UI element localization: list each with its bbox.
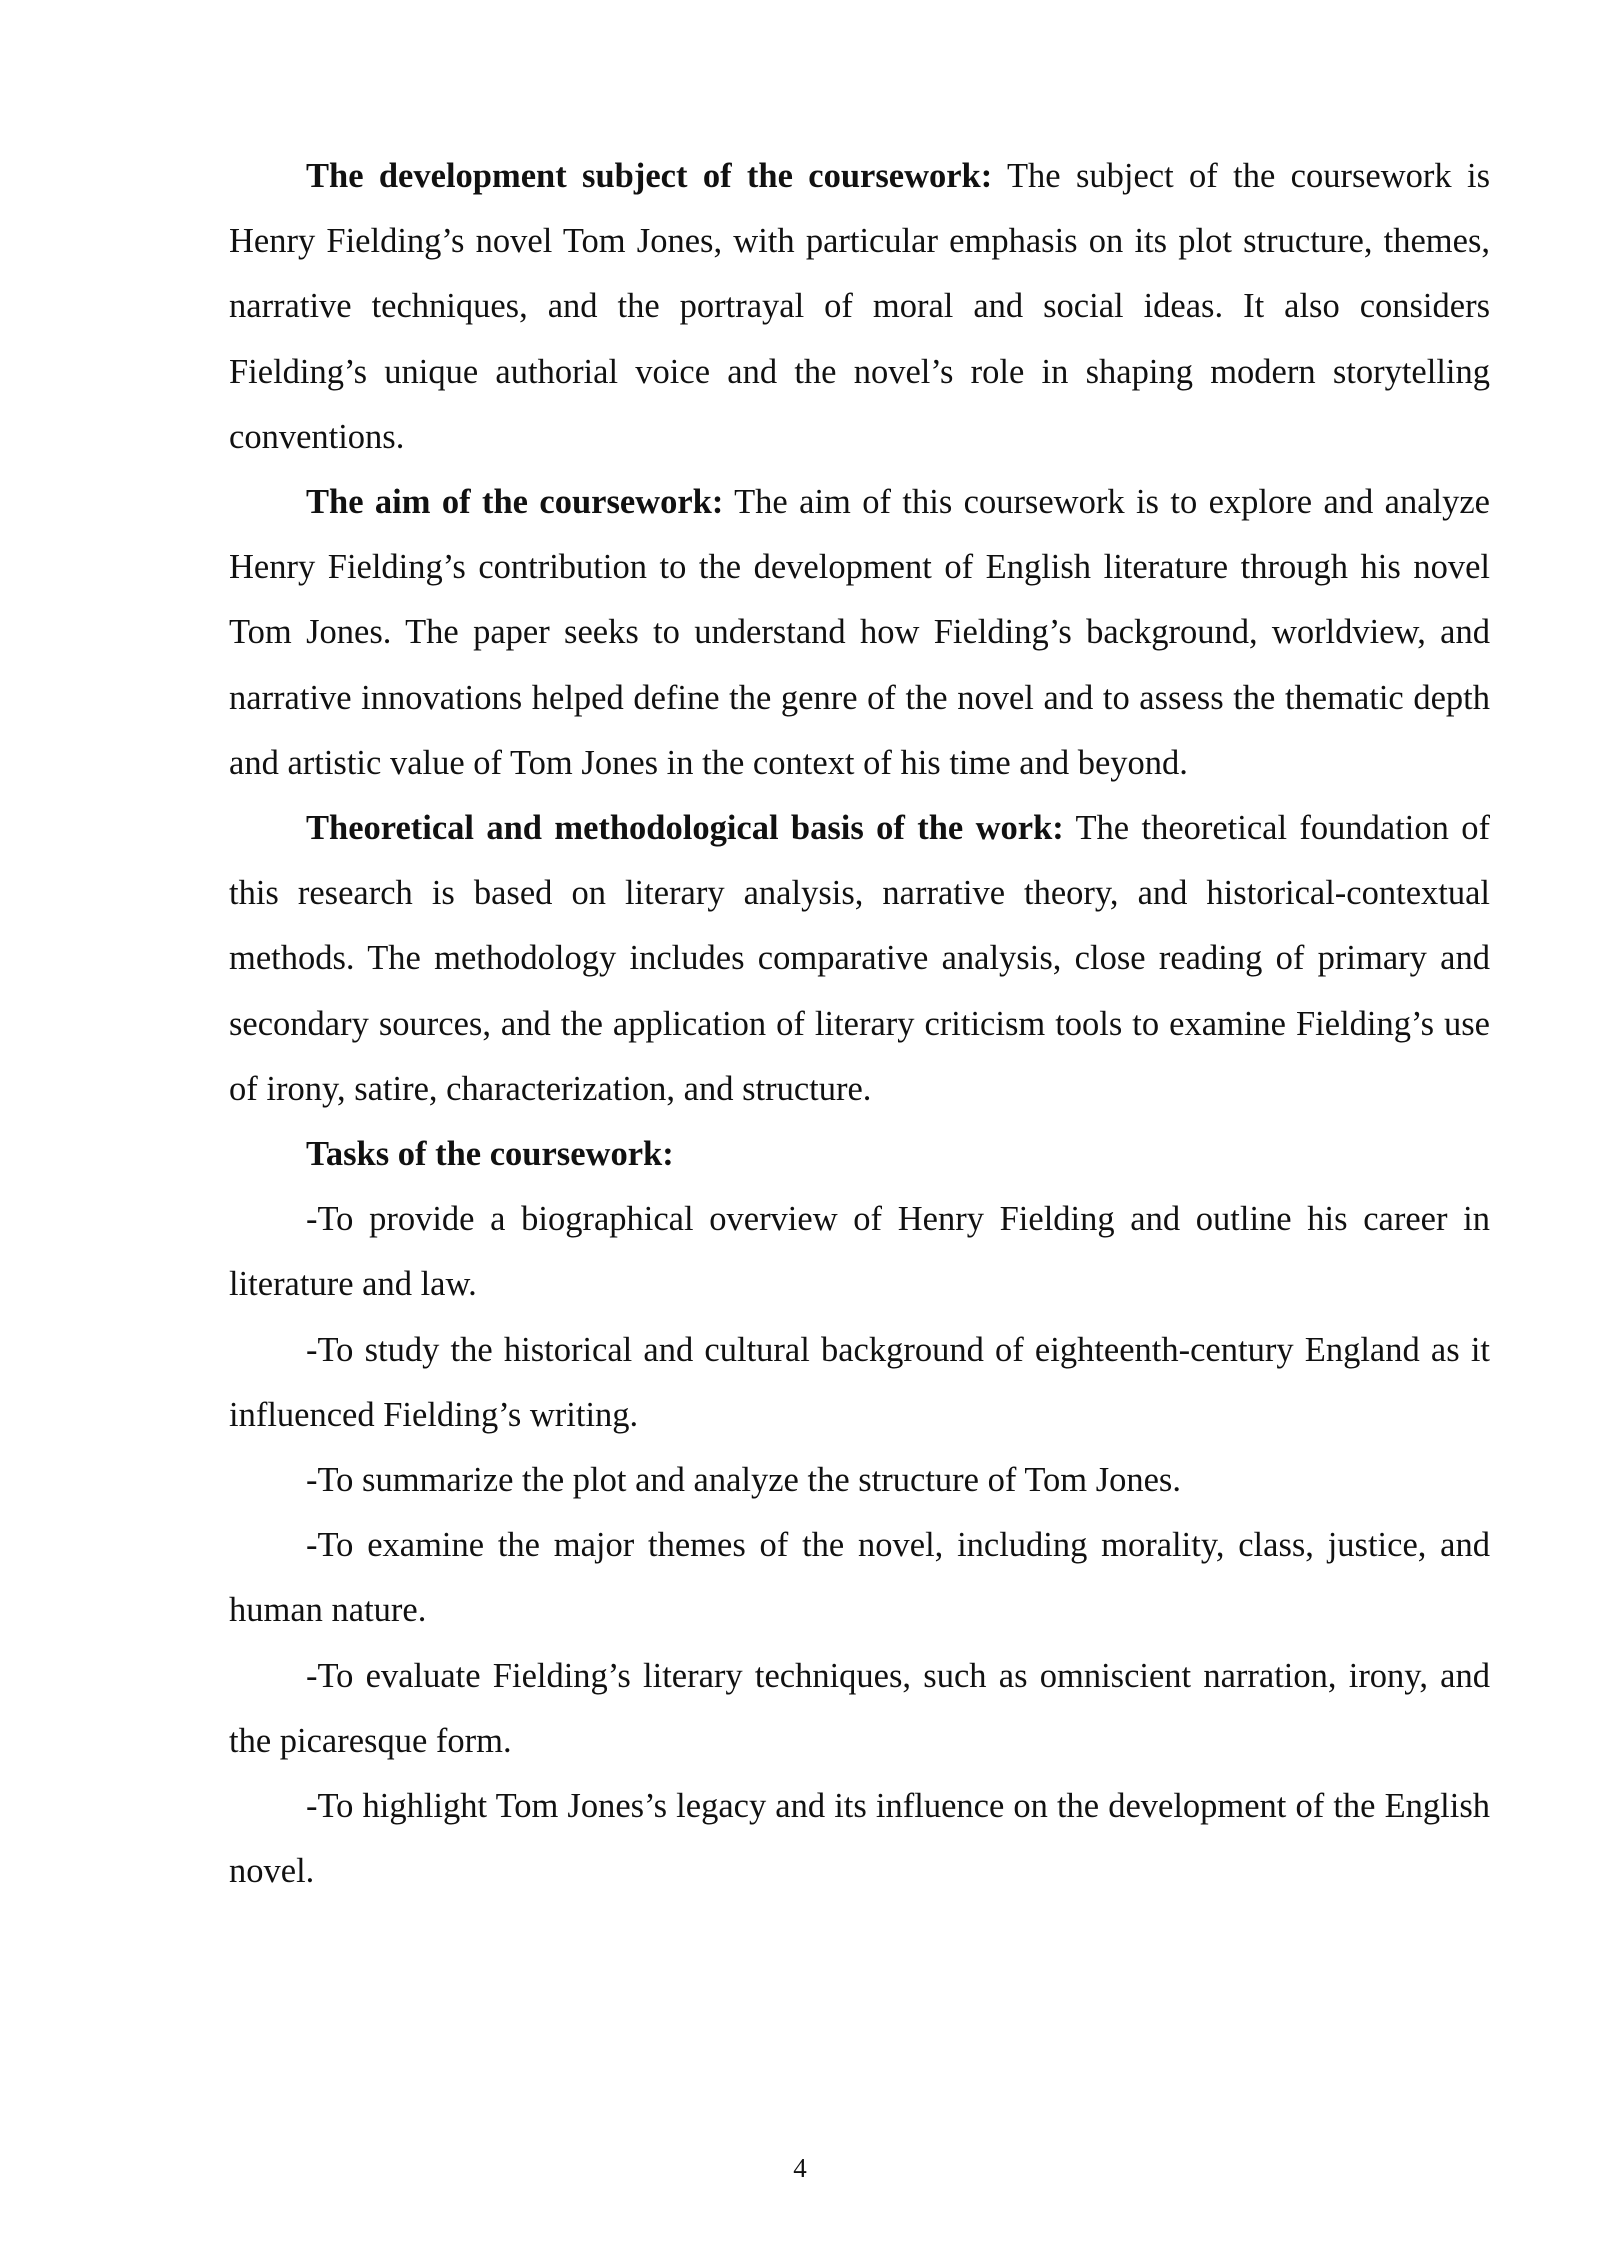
tasks-heading: Tasks of the coursework: [306, 1135, 674, 1174]
page-body [229, 144, 1490, 1904]
aim-heading: The aim of the coursework: [306, 483, 724, 522]
methodology-text: The theoretical foundation of this research is based on literary analysis, narrative theory, and historical-contextual methods. The methodology includes comparative analysis, close reading of primary and secondary sources, and the application of literary criticism tools to examine Fielding’s use of irony, satire, characterization, and structure. [229, 809, 1490, 1108]
task-item: -To highlight Tom Jones’s legacy and its influence on the development of the English novel. [229, 1787, 1490, 1891]
aim-paragraph [229, 470, 1490, 796]
task-item: -To summarize the plot and analyze the structure of Tom Jones. [306, 1461, 1181, 1500]
task-item: -To study the historical and cultural background of eighteenth-century England as it influenced Fielding’s writing. [229, 1330, 1490, 1434]
task-item: -To examine the major themes of the novel, including morality, class, justice, and human nature. [229, 1526, 1490, 1630]
aim-text: The aim of this coursework is to explore and analyze Henry Fielding’s contribution to the development of English literature through his novel Tom Jones. The paper seeks to understand how Fielding’s background, worldview, and narrative innovations helped define the genre of the novel and to assess the thematic depth and artistic value of Tom Jones in the context of his time and beyond. [229, 483, 1490, 782]
methodology-paragraph [229, 796, 1490, 1122]
page-number: 4 [793, 2153, 807, 2183]
task-item: -To provide a biographical overview of Henry Fielding and outline his career in literature and law. [229, 1200, 1490, 1304]
tasks-heading-paragraph [229, 1122, 1490, 1187]
subject-text: The subject of the coursework is Henry Fielding’s novel Tom Jones, with particular emphasis on its plot structure, themes, narrative techniques, and the portrayal of moral and social ideas. It also considers Fielding’s unique authorial voice and the novel’s role in shaping modern storytelling conventions. [229, 157, 1490, 456]
subject-heading: The development subject of the coursework: [306, 157, 993, 195]
methodology-heading: Theoretical and methodological basis of the work: [306, 809, 1064, 848]
subject-paragraph [229, 144, 1490, 470]
task-item: -To evaluate Fielding’s literary techniques, such as omniscient narration, irony, and the picaresque form. [229, 1656, 1490, 1760]
